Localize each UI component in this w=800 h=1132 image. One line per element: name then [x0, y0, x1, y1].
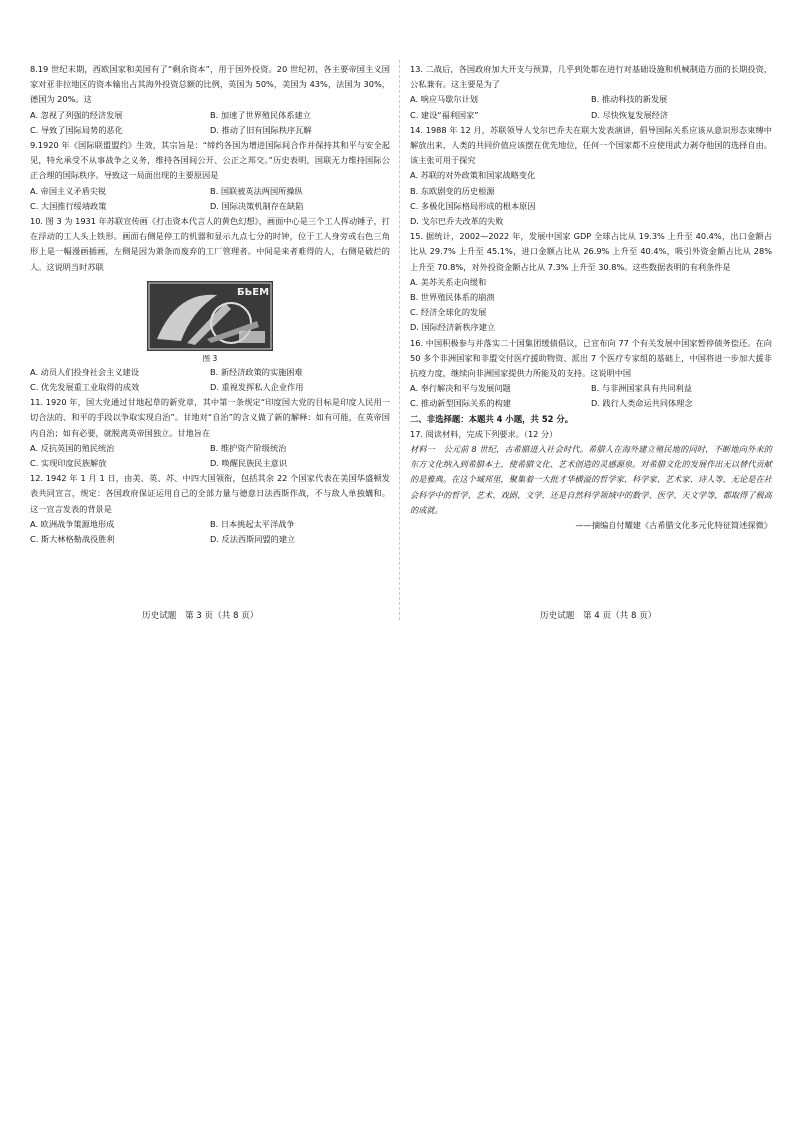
right-column [410, 62, 772, 533]
question-12-stem: 12. 1942 年 1 月 1 日，由美、英、苏、中四大国领衔，包括其余 22 个国家代表在美国华盛顿发表共同宣言，规定：各国政府保证运用自己的全部力量与德意日法西斯作战，不与敌人单独媾和。这一宣言发表的背景是 [30, 473, 390, 514]
option-16c: C. 推动新型国际关系的构建 [410, 398, 511, 409]
option-14d: D. 戈尔巴乔夫改革的失败 [410, 216, 504, 227]
option-10c: C. 优先发展重工业取得的成效 [30, 382, 140, 393]
question-16-options [410, 381, 772, 411]
option-12c: C. 斯大林格勒战役胜利 [30, 534, 115, 545]
question-14-options [410, 168, 772, 229]
option-13b: B. 推动科技的新发展 [591, 94, 668, 105]
question-17-stem: 17. 阅读材料，完成下列要求。（12 分） [410, 428, 558, 439]
option-11c: C. 实现印度民族解放 [30, 458, 107, 469]
option-15d: D. 国际经济新秩序建立 [410, 322, 496, 333]
question-9-stem: 9.1920 年《国际联盟盟约》生效，其宗旨是：“缔约各国为增进国际间合作并保持其和平与安全起见，特允承受不从事战争之义务，维持各国间公开、公正之邦交。”历史表明，国联无力维持国际公正合理的国际秩序。导致这一局面出现的主要原因是 [30, 140, 390, 181]
option-13a: A. 响应马歇尔计划 [410, 94, 478, 105]
option-13d: D. 尽快恢复发展经济 [591, 109, 669, 120]
question-13-options [410, 92, 772, 122]
option-15b: B. 世界殖民体系的崩溃 [410, 292, 495, 303]
left-column [30, 62, 390, 547]
question-11-stem: 11. 1920 年，国大党通过甘地起草的新党章，其中第一条规定“印度国大党的目标是印度人民用一切合法的、和平的手段以争取实现自治”。甘地对“自治”的含义做了新的解释：如有可能，在英帝国内自治；如有必要，就脱离英帝国独立。甘地旨在 [30, 397, 390, 438]
option-11a: A. 反抗英国的殖民统治 [30, 442, 115, 453]
question-10-stem: 10. 图 3 为 1931 年苏联宣传画《打击资本代言人的黄色幻想》，画面中心是三个工人挥动锤子，打在浮动的工人头上铁形。画面右侧是停工的机器和显示九点七分的时钟，位于工人身旁或右色三角形上是一幅漫画插画，左侧是因为萧条而废弃的工厂管理者。中间是来者难得的人，右侧是破烂的人。这说明当时苏联 [30, 216, 390, 272]
option-8d: D. 推动了旧有国际秩序瓦解 [210, 124, 312, 135]
question-13-stem: 13. 二战后，各国政府加大开支与预算，几乎到处都在进行对基础设施和机械制造方面的长期投资，公私兼有。这主要是为了 [410, 64, 772, 90]
page-footer-left: 历史试题 第 3 页（共 8 页） [142, 611, 259, 621]
option-10d: D. 重视发挥私人企业作用 [210, 382, 304, 393]
poster-illustration [147, 281, 273, 351]
column-divider [399, 60, 400, 620]
option-9d: D. 国际决策机制存在缺陷 [210, 200, 304, 211]
option-15c: C. 经济全球化的发展 [410, 307, 487, 318]
option-16d: D. 践行人类命运共同体理念 [591, 398, 693, 409]
page-footer-right: 历史试题 第 4 页（共 8 页） [540, 611, 657, 621]
option-11b: B. 维护资产阶级统治 [210, 442, 287, 453]
option-13c: C. 建设“福利国家” [410, 109, 479, 120]
poster-title: БЬЕМ [237, 286, 270, 298]
option-16b: B. 与非洲国家具有共同利益 [591, 383, 692, 394]
option-14b: B. 东欧剧变的历史根源 [410, 185, 495, 196]
question-12-options [30, 517, 390, 547]
option-8a: A. 忽视了列强的经济发展 [30, 109, 123, 120]
question-9-options [30, 184, 390, 214]
question-10-options [30, 365, 390, 395]
option-12a: A. 欧洲战争策源地形成 [30, 518, 115, 529]
section-heading: 二、非选择题：本题共 4 小题，共 52 分。 [410, 413, 574, 424]
option-11d: D. 唤醒民族民主意识 [210, 458, 288, 469]
option-14c: C. 多极化国际格局形成的根本原因 [410, 200, 536, 211]
option-9b: B. 国联被英法两国所操纵 [210, 185, 303, 196]
option-8c: C. 导致了国际局势的恶化 [30, 124, 123, 135]
question-11-options [30, 441, 390, 471]
soviet-poster-image [147, 281, 273, 351]
option-16a: A. 奉行解决和平与发展问题 [410, 383, 511, 394]
option-10b: B. 新经济政策的实施困难 [210, 366, 303, 377]
option-10a: A. 动员人们投身社会主义建设 [30, 366, 139, 377]
question-8-stem: 8.19 世纪末期，西欧国家和美国有了“剩余资本”，用于国外投资。20 世纪初，各主要帝国主义国家对亚非拉地区的资本输出占其海外投资总额的比例，英国为 50%，美国为 43%，法国为 30%，德国为 20%。这 [30, 64, 390, 105]
material-one: 材料一 公元前 8 世纪，古希腊进入社会时代。希腊人在海外建立殖民地的同时，不断地向外来的东方文化纳入到希腊本土，使希腊文化、艺术创造的灵感源泉。对希腊文化的发展作出无以替代贡献的是雅典。在这个城邦里，聚集着一大批才华横溢的哲学家、科学家、艺术家、诗人等，无论是在社会科学中的哲学、艺术、戏剧、文学，还是自然科学领域中的数学、医学、天文学等，都取得了极高的成就。 [410, 444, 772, 515]
option-15a: A. 美苏关系走向缓和 [410, 276, 487, 287]
option-12b: B. 日本挑起太平洋战争 [210, 518, 295, 529]
question-14-stem: 14. 1988 年 12 月，苏联领导人戈尔巴乔夫在联大发表演讲，倡导国际关系应该从意识形态束缚中解放出来，人类的共同价值应该摆在优先地位，任何一个国家都不应使用武力剥夺他国的选择自由。该主张可用于探究 [410, 124, 772, 166]
option-8b: B. 加速了世界殖民体系建立 [210, 109, 311, 120]
question-8-options [30, 108, 390, 138]
question-16-stem: 16. 中国积极参与并落实二十国集团缓债倡议，已宣布向 77 个有关发展中国家暂停债务偿还。在向 50 多个非洲国家和非盟交付医疗援助物资、派出 7 个医疗专家组的基础上，中国将进一步加大援非抗疫力度，继续向非洲国家提供力所能及的支持。这说明中国 [410, 337, 772, 379]
question-15-stem: 15. 据统计，2002—2022 年，发展中国家 GDP 全球占比从 19.3% 上升至 40.4%，出口金额占比从 29.7% 上升至 45.1%，进口金额占比从 26.9% 上升至 40.4%，吸引外资金额占比从 28% 上升至 70.8%，对外投资金额占比从 7.3% 上升至 30.8%。这些数据表明的有利条件是 [410, 231, 772, 272]
material-source: ——摘编自付耀建《古希腊文化多元化特征简述探微》 [575, 520, 772, 531]
option-9a: A. 帝国主义矛盾尖锐 [30, 185, 107, 196]
figure-caption: 图 3 [202, 353, 218, 363]
option-14a: A. 苏联的对外政策和国家战略变化 [410, 170, 536, 181]
question-15-options [410, 275, 772, 336]
option-12d: D. 反法西斯同盟的建立 [210, 534, 296, 545]
option-9c: C. 大国推行绥靖政策 [30, 200, 107, 211]
